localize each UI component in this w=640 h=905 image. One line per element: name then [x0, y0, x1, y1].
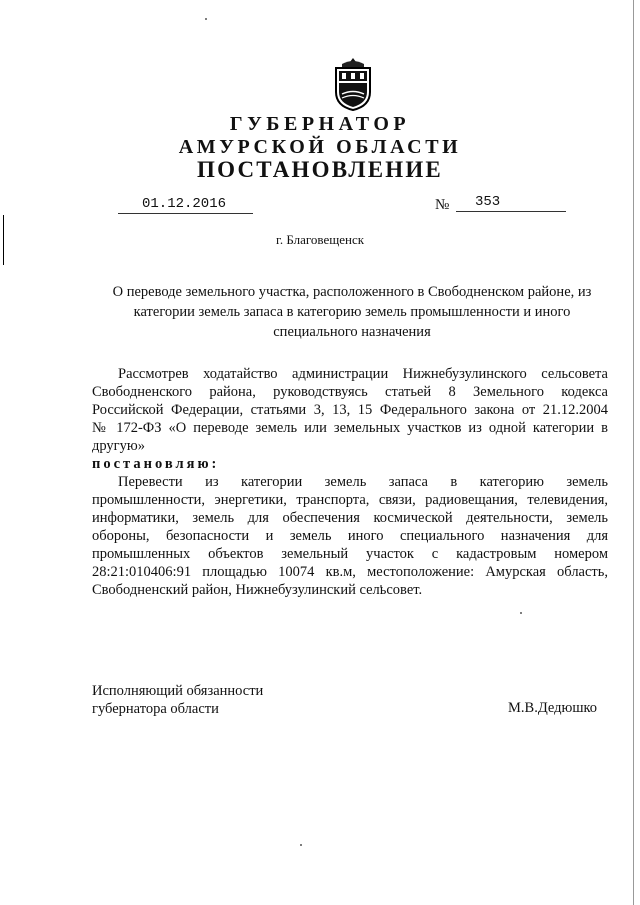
operative-line: Перевести из категории земель запаса в категорию земель	[118, 474, 608, 490]
preamble-line: другую»	[92, 438, 145, 454]
scan-speck	[520, 612, 522, 614]
subject-line: О переводе земельного участка, расположенного в Свободненском районе, из	[112, 284, 592, 300]
operative-line: обороны, безопасности и земель иного специального назначения для	[92, 528, 608, 544]
number-sign: №	[435, 197, 450, 213]
operative-line: информатики, земель для обеспечения космической деятельности, земель	[92, 510, 608, 526]
document-type: ПОСТАНОВЛЕНИЕ	[197, 157, 443, 182]
operative-line: промышленности, энергетики, транспорта, связи, радиовещания, телевидения,	[92, 492, 608, 508]
operative-line: 28:21:010406:91 площадью 10074 кв.м, местоположение: Амурская область,	[92, 564, 608, 580]
signer-name: М.В.Дедюшко	[508, 700, 598, 716]
preamble-line: Российской Федерации, статьями 3, 13, 15 Федерального закона от 21.12.2004	[92, 402, 608, 418]
scan-speck	[205, 18, 207, 20]
subject-line: специального назначения	[273, 324, 431, 340]
preamble-line: Рассмотрев ходатайство администрации Нижнебузулинского сельсовета	[118, 366, 608, 382]
decree-word: постановляю:	[92, 456, 220, 472]
issuer-title: ГУБЕРНАТОР	[229, 113, 411, 135]
signer-title	[92, 682, 263, 718]
scan-speck	[300, 844, 302, 846]
date-underline	[118, 213, 253, 214]
document-subject	[92, 282, 612, 342]
number-underline	[456, 211, 566, 212]
document-date: 01.12.2016	[142, 196, 227, 212]
signer-title-line: губернатора области	[92, 701, 219, 717]
city-of-issue: г. Благовещенск	[275, 232, 365, 247]
subject-line: категории земель запаса в категорию земель промышленности и иного	[133, 304, 571, 320]
operative-line: промышленных объектов земельный участок с кадастровым номером	[92, 546, 608, 562]
signer-title-line: Исполняющий обязанности	[92, 683, 264, 699]
preamble-line: № 172-ФЗ «О переводе земель или земельных участков из одной категории в	[92, 420, 608, 436]
coat-of-arms-emblem-icon	[330, 56, 376, 112]
operative-line: Свободненский район, Нижнебузулинский сельсовет.	[92, 582, 423, 598]
issuer-region: АМУРСКОЙ ОБЛАСТИ	[178, 136, 462, 158]
preamble-line: Свободненского района, руководствуясь статьей 8 Земельного кодекса	[92, 384, 608, 400]
document-number: 353	[475, 194, 501, 210]
document-body	[92, 365, 608, 599]
